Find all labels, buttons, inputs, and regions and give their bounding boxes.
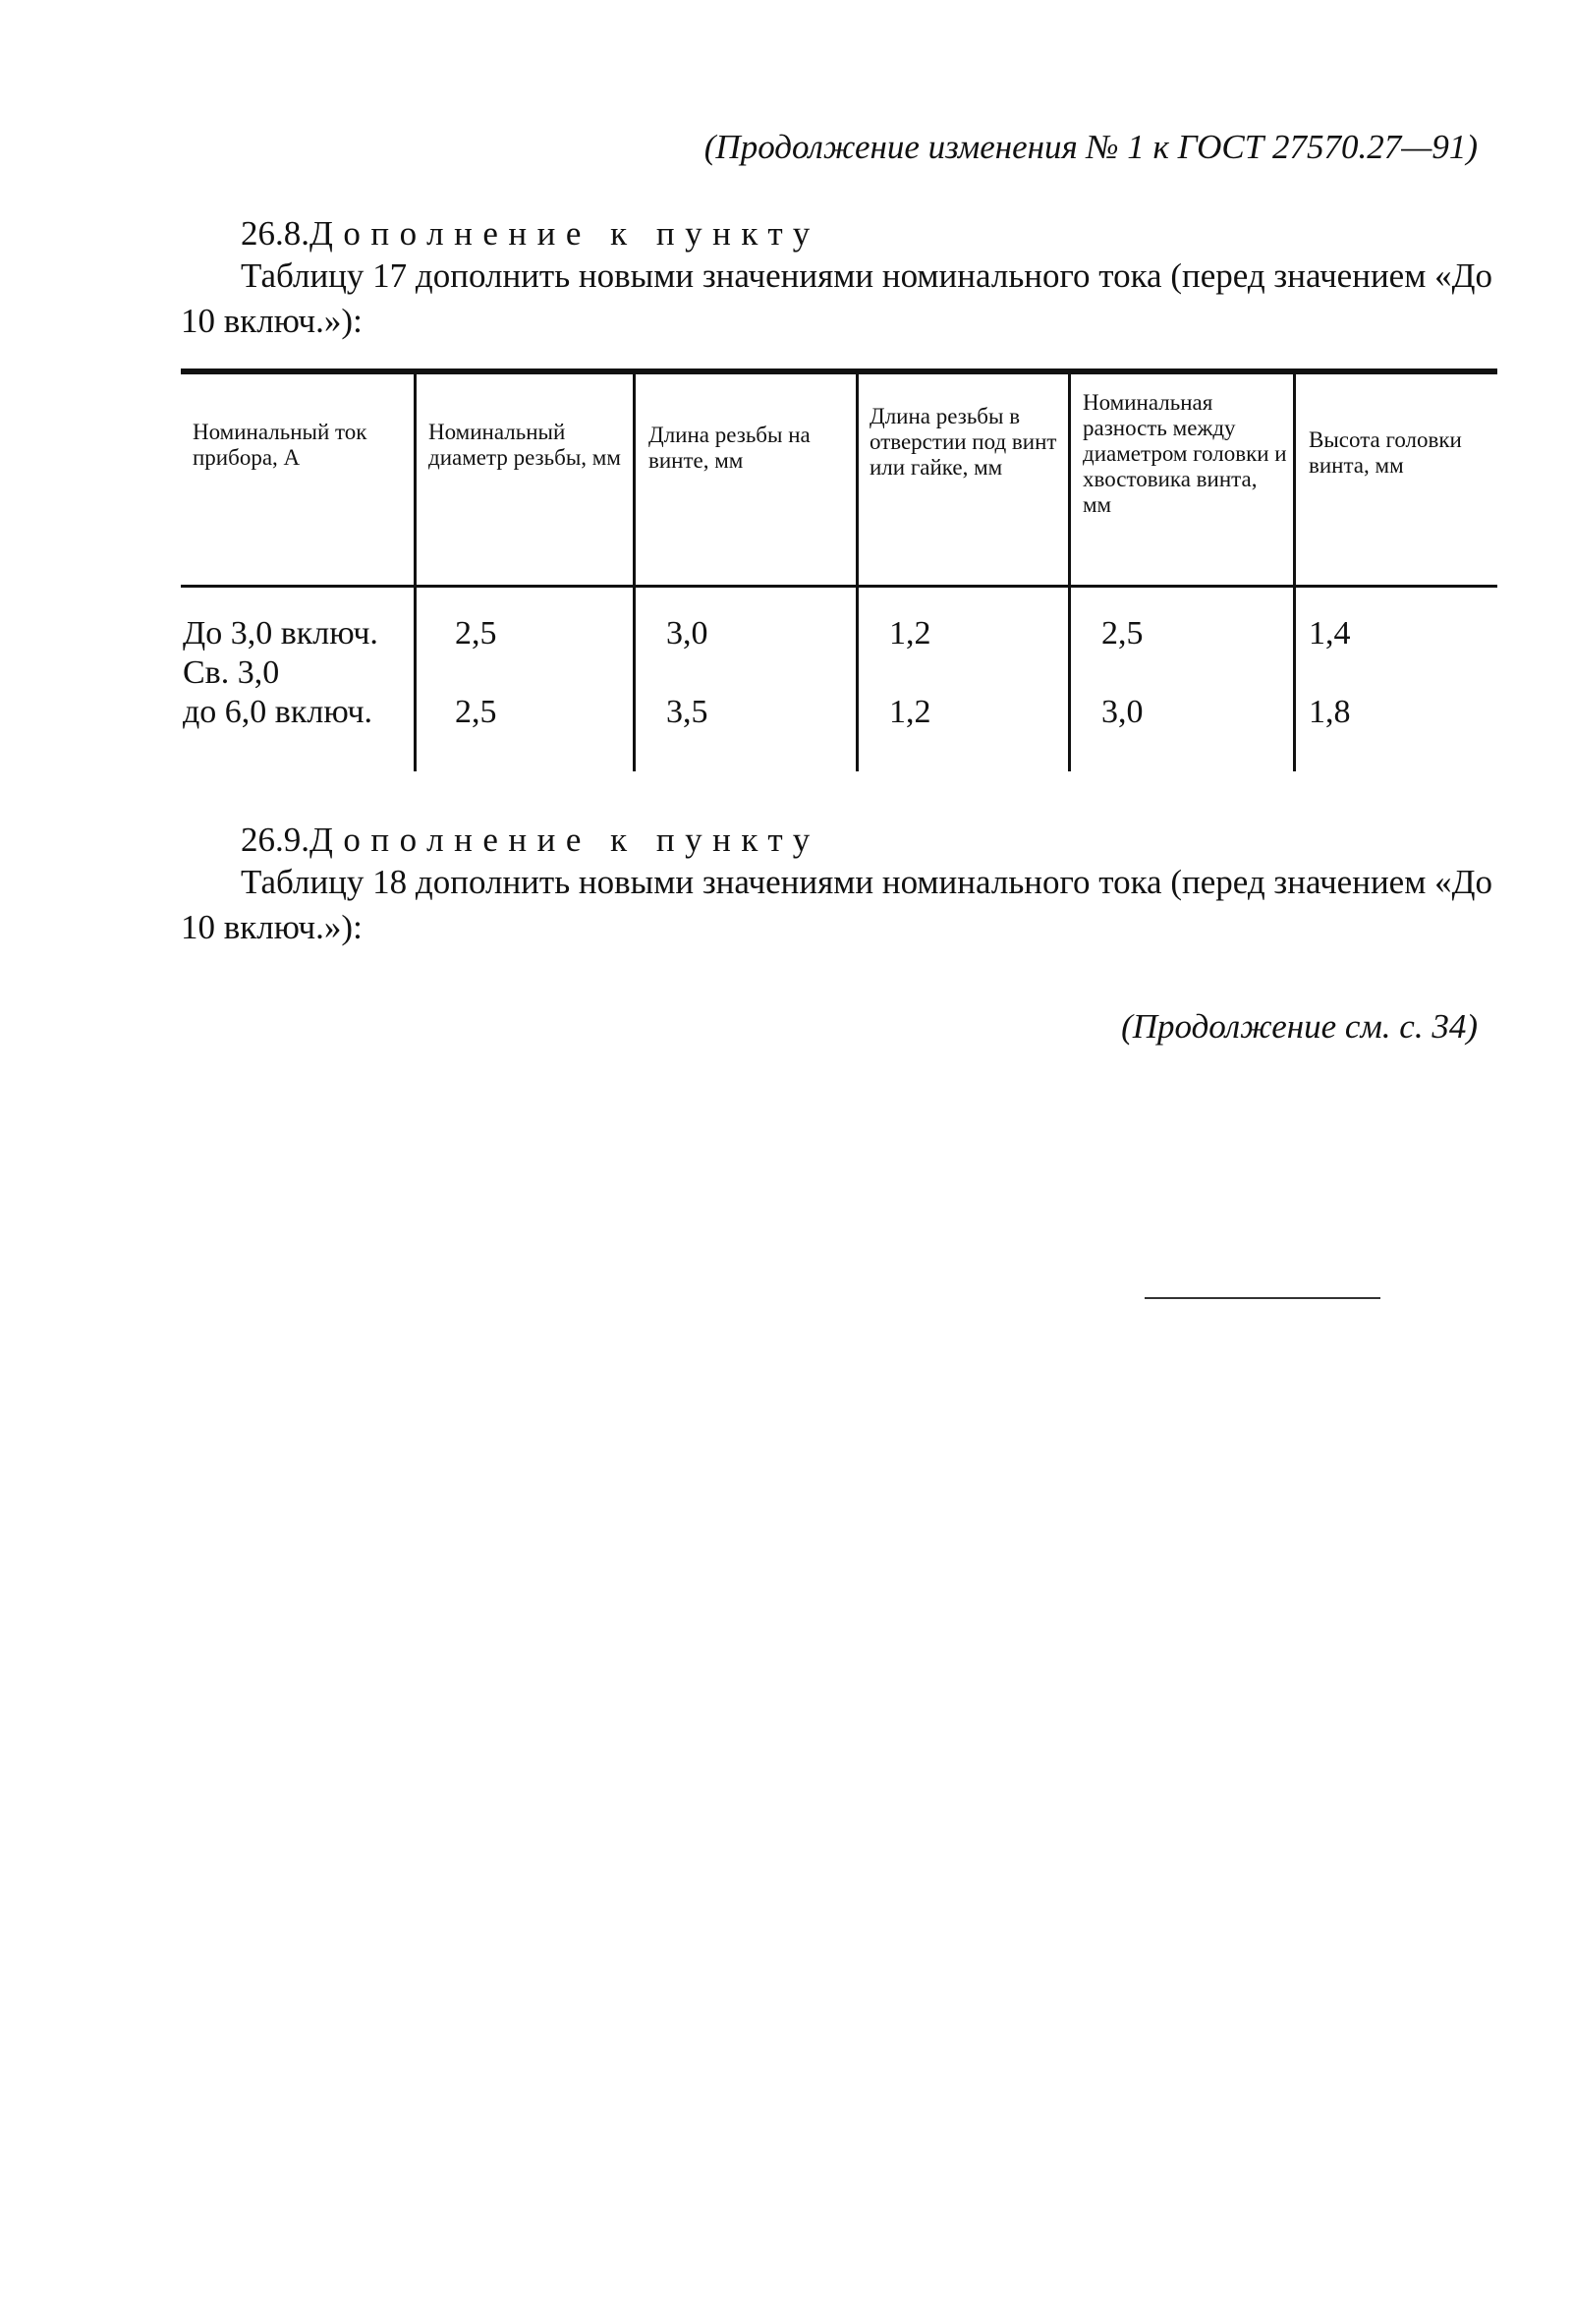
row-1-head-height: 1,4 xyxy=(1309,615,1351,652)
header-head-shank-difference: Номинальная разность между диаметром головки и хвостовика винта, мм xyxy=(1083,390,1287,517)
column-divider xyxy=(414,374,417,771)
column-divider xyxy=(856,374,859,771)
section-heading: Дополнение к пункту xyxy=(309,821,820,859)
row-1-thread-diameter: 2,5 xyxy=(455,615,497,652)
row-2-head-shank-difference: 3,0 xyxy=(1101,694,1144,730)
header-rated-current: Номинальный ток прибора, А xyxy=(193,420,367,470)
row-1-screw-thread-length: 3,0 xyxy=(666,615,708,652)
section-heading: Дополнение к пункту xyxy=(309,214,820,253)
section-26-8-title xyxy=(241,214,820,254)
section-26-8-text: Таблицу 17 дополнить новыми значениями номинального тока (перед значением «До 10 включ.»): xyxy=(181,256,1492,340)
row-2-rated-current: Св. 3,0 до 6,0 включ. xyxy=(183,654,373,730)
row-1-hole-thread-length: 1,2 xyxy=(889,615,931,652)
header-thread-diameter: Номинальный диаметр резьбы, мм xyxy=(428,420,621,470)
row-2-thread-diameter: 2,5 xyxy=(455,694,497,730)
row-2-hole-thread-length: 1,2 xyxy=(889,694,931,730)
section-number: 26.9. xyxy=(241,821,309,859)
header-note: (Продолжение изменения № 1 к ГОСТ 27570.27—91) xyxy=(703,128,1478,166)
column-divider xyxy=(1068,374,1071,771)
row-1-rated-current: До 3,0 включ. xyxy=(183,615,378,652)
row-2-head-height: 1,8 xyxy=(1309,694,1351,730)
header-hole-thread-length: Длина резьбы в отверстии под винт или гайке, мм xyxy=(870,404,1057,480)
row-2-screw-thread-length: 3,5 xyxy=(666,694,708,730)
table-17-addition xyxy=(181,368,1497,771)
header-head-height: Высота головки винта, мм xyxy=(1309,427,1462,478)
column-divider xyxy=(633,374,636,771)
section-26-9-title xyxy=(241,821,820,860)
row-1-head-shank-difference: 2,5 xyxy=(1101,615,1144,652)
column-divider xyxy=(1293,374,1296,771)
table-top-rule xyxy=(181,368,1497,374)
section-26-9-text: Таблицу 18 дополнить новыми значениями номинального тока (перед значением «До 10 включ.»): xyxy=(181,863,1492,946)
table-header-rule xyxy=(181,585,1497,588)
end-rule xyxy=(1145,1297,1380,1299)
section-number: 26.8. xyxy=(241,214,309,253)
footer-note: (Продолжение см. с. 34) xyxy=(1121,1007,1478,1046)
header-screw-thread-length: Длина резьбы на винте, мм xyxy=(648,423,811,473)
